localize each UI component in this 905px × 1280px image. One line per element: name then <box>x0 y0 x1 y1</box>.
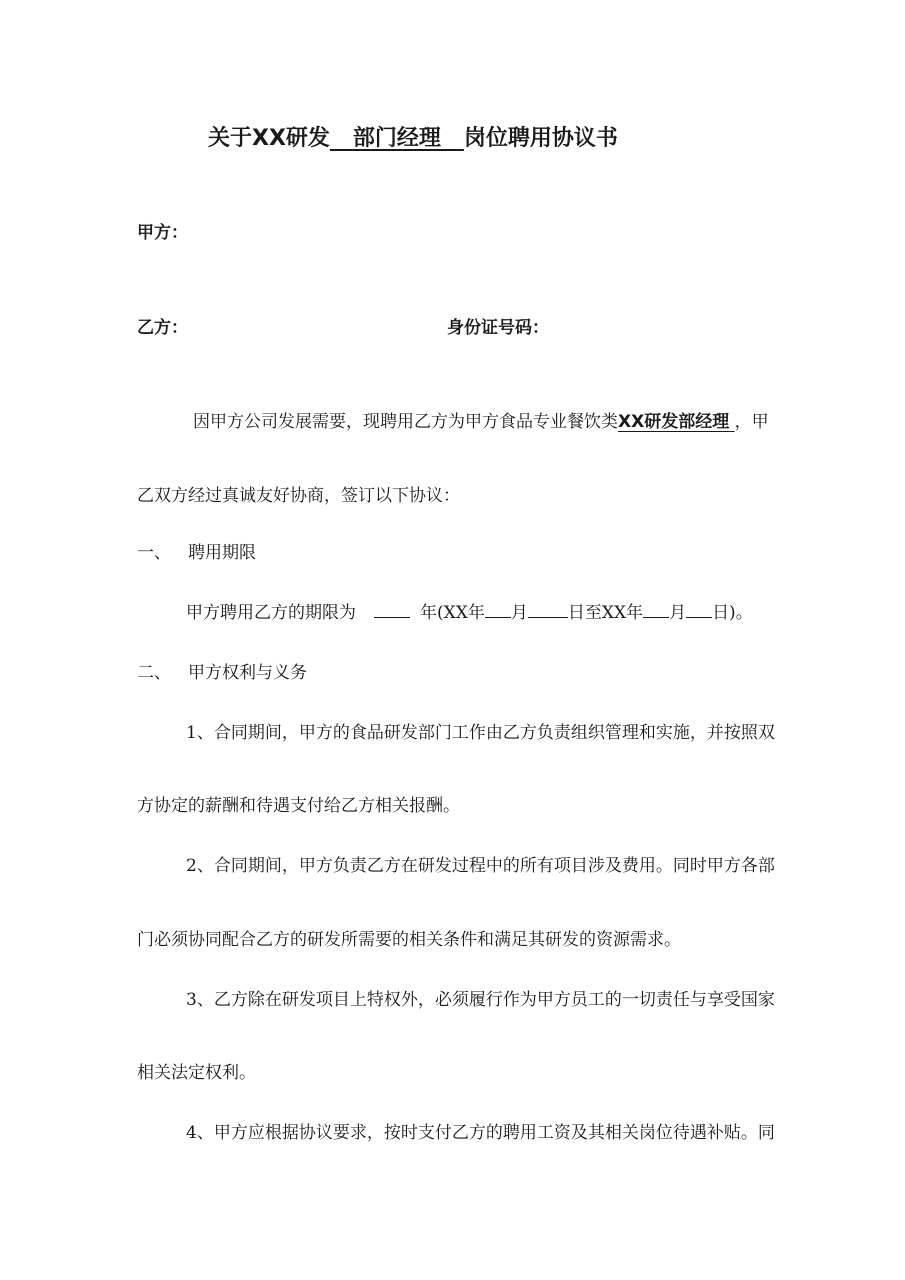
section-1-number: 一、 <box>137 543 171 563</box>
term-start-day-blank[interactable] <box>528 601 568 618</box>
section-2-heading <box>137 661 307 685</box>
section-1-title: 聘用期限 <box>188 543 256 563</box>
document-title <box>208 124 618 154</box>
term-start-month-blank[interactable] <box>485 601 511 618</box>
title-prefix: 关于XX研发 <box>208 126 330 151</box>
item-4-line-1: 4、甲方应根据协议要求，按时支付乙方的聘用工资及其相关岗位待遇补贴。同 <box>186 1123 775 1143</box>
intro-text-c: ，甲 <box>734 412 769 432</box>
section-2-number: 二、 <box>137 663 171 683</box>
section-2-title: 甲方权利与义务 <box>188 663 307 683</box>
item-2-line-2: 门必须协同配合乙方的研发所需要的相关条件和满足其研发的资源需求。 <box>137 930 681 950</box>
intro-paragraph-line-2: 乙双方经过真诚友好协商，签订以下协议： <box>137 486 460 506</box>
term-years-blank[interactable] <box>374 601 410 618</box>
term-line: 甲方聘用乙方的期限为 年(XX年 月 日至XX年 月 日)。 <box>186 603 753 623</box>
item-1-line-1: 1、合同期间，甲方的食品研发部门工作由乙方负责组织管理和实施，并按照双 <box>186 723 775 743</box>
term-end-day-blank[interactable] <box>686 601 712 618</box>
item-3-line-1: 3、乙方除在研发项目上特权外，必须履行作为甲方员工的一切责任与享受国家 <box>186 990 775 1010</box>
id-number-label: 身份证号码： <box>447 318 549 338</box>
item-2-line-1: 2、合同期间，甲方负责乙方在研发过程中的所有项目涉及费用。同时甲方各部 <box>186 856 775 876</box>
section-1-heading <box>137 541 256 565</box>
term-end-month-blank[interactable] <box>643 601 669 618</box>
title-position-underlined: 部门经理 <box>352 126 441 151</box>
intro-paragraph-line-1 <box>193 410 769 434</box>
item-1-line-2: 方协定的薪酬和待遇支付给乙方相关报酬。 <box>137 796 460 816</box>
item-3-line-2: 相关法定权利。 <box>137 1063 256 1083</box>
intro-text-a: 因甲方公司发展需要，现聘用乙方为甲方食品专业餐饮类 <box>193 412 618 432</box>
party-a-label: 甲方： <box>137 223 188 243</box>
title-suffix: 岗位聘用协议书 <box>463 126 618 151</box>
intro-position-underlined: XX研发部经理 <box>618 412 730 432</box>
party-b-label: 乙方： <box>137 318 188 338</box>
